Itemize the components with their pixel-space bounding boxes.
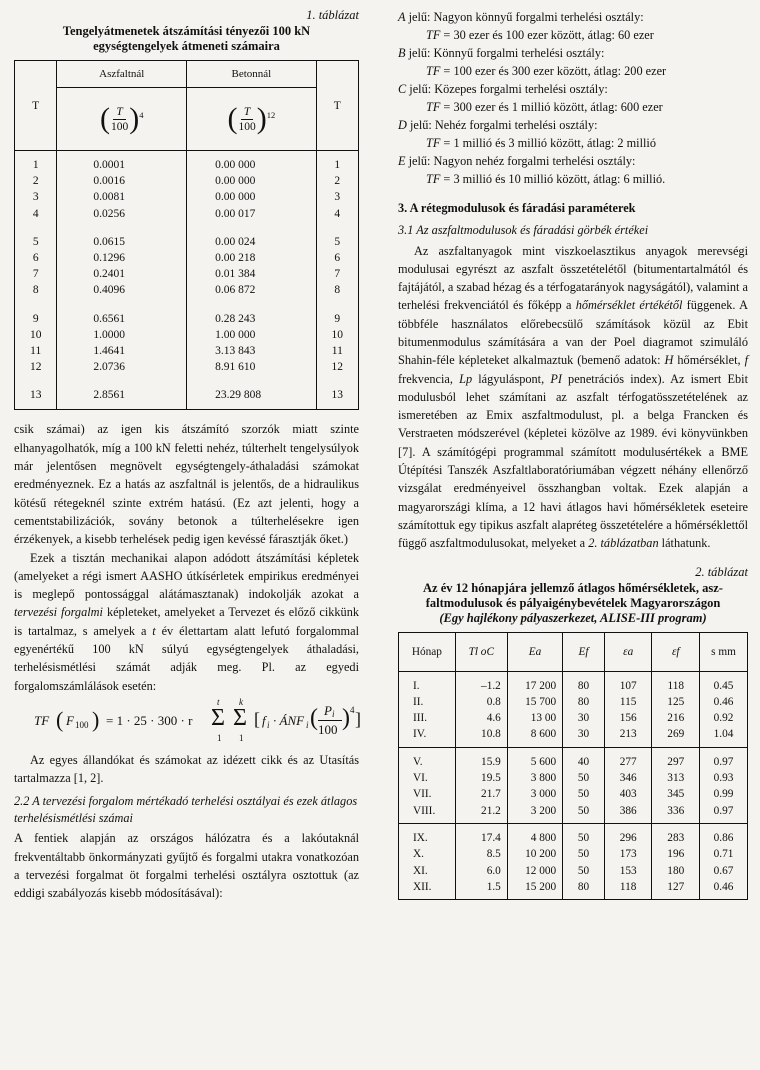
table2-cell: 0.46 [700, 694, 748, 710]
table2-cell: VIII. [399, 803, 456, 824]
table2-cell: XII. [399, 879, 456, 900]
section-3-heading: 3. A rétegmodulusok és fáradási paraméterek [398, 201, 636, 215]
table2-subtitle: (Egy hajlékony pályaszerkezet, ALISE-III program) [439, 610, 707, 625]
table1-cell: 3.13 843 [215, 344, 256, 357]
right-column [398, 8, 748, 900]
table1-cell: 0.00 000 [215, 159, 256, 171]
table2-cell: 50 [563, 803, 605, 824]
table1-cell: 12 [331, 361, 344, 374]
table2-cell: 30 [563, 710, 605, 726]
table2-cell: 13 00 [507, 710, 562, 726]
table1-header-T-left: T [15, 61, 57, 151]
traffic-class-range: TF = 1 millió és 3 millió között, átlag: 2 millió [426, 136, 656, 150]
table1-cell: 0.2401 [93, 268, 125, 281]
table1-title-line2: egységtengelyek átmeneti számaira [93, 39, 280, 53]
table2-cell: 283 [652, 823, 700, 846]
table2-cell: 1.5 [455, 879, 507, 900]
table2-cell: 15.9 [455, 747, 507, 770]
table2-title-line2: faltmodulusok és pályaigénybevételek Magyarországon [425, 595, 721, 610]
table1-number: 1. táblázat [306, 8, 359, 22]
table2-cell: 15 200 [507, 879, 562, 900]
paragraph-2: Ezek a tisztán mechanikai alapon adódott átszámítási képletek (amelyeket a régi ismert AASHO útkísérletek empirikus eredményei is meglepő pontossággal alátámasztanak) indokolják azokat a tervezési forgalmi képleteket, amelyeket a Tervezet és előző cikkünk is tartalmaz, s amelyek a t év élettartam alatt lefutó forgalommal egyenértékű 100 kN súlyú egységtengelyek áthaladási, terhelésismétlési számát adják meg. Pl. az egyedi forgalomszámlálások esetén: [14, 550, 359, 693]
table1-cell: 2 [32, 175, 39, 188]
table2-cell: 4 800 [507, 823, 562, 846]
paragraph-1: csik számai) az igen kis átszámító szorzók miatt szinte elhanyagolhatók, míg a 100 kN feletti nehéz, túlterhelt tengelysúlyok már jelentősen megnövelt egységtengely-áthaladási számokat eredményeznek. Ez a hatás az aszfaltnál is jelentős, de a hidraulikus kötésű rétegeknél szinte extrém hatású. (Ez azt jelenti, hogy a cementstabilizációk, sovány betonok a túlterhelésekre igen érzékenyek, a kisebb terhelések pedig igen kevéssé fárasztják őket.) [14, 422, 359, 547]
traffic-class-title: C jelű: Közepes forgalmi terhelési osztály: [398, 82, 608, 96]
table2-header: s mm [700, 632, 748, 671]
table1-cell: 0.28 243 [215, 312, 256, 325]
table1-cell: 0.00 000 [215, 191, 256, 204]
frac-denominator: 100 [110, 120, 129, 133]
table2-cell: 17 200 [507, 671, 562, 694]
table1 [14, 60, 359, 410]
table2-cell: 173 [604, 846, 652, 862]
table2-cell: 345 [652, 786, 700, 802]
table2-cell: III. [399, 710, 456, 726]
left-column [14, 8, 359, 903]
table1-cell: 3 [32, 191, 39, 204]
table1-cell: 2.8561 [93, 389, 125, 402]
table2-cell: 0.99 [700, 786, 748, 802]
table2-cell: 0.92 [700, 710, 748, 726]
table2-row [399, 786, 748, 802]
table1-cell: 10 [29, 328, 42, 341]
table1-cell: 1 [334, 159, 341, 171]
table2-cell: 297 [652, 747, 700, 770]
table2-cell: 40 [563, 747, 605, 770]
traffic-class-title: D jelű: Nehéz forgalmi terhelési osztály: [398, 118, 598, 132]
table2-row [399, 823, 748, 846]
table2-cell: IV. [399, 726, 456, 747]
table2-cell: 0.8 [455, 694, 507, 710]
table1-cell: 8 [334, 284, 341, 297]
table1-cell: 0.0016 [93, 175, 125, 188]
table2-cell: 296 [604, 823, 652, 846]
table2-cell: 6.0 [455, 863, 507, 879]
table2-cell: 386 [604, 803, 652, 824]
table2-cell: 107 [604, 671, 652, 694]
table2-cell: 80 [563, 694, 605, 710]
table2-cell: II. [399, 694, 456, 710]
traffic-class-title: E jelű: Nagyon nehéz forgalmi terhelési osztály: [398, 154, 636, 168]
table2-cell: XI. [399, 863, 456, 879]
table1-title [14, 24, 359, 54]
table2-cell: 118 [604, 879, 652, 900]
table1-cell: 3 [334, 191, 341, 204]
table2-cell: 277 [604, 747, 652, 770]
table2-header: Hónap [399, 632, 456, 671]
traffic-class-title: B jelű: Könnyű forgalmi terhelési osztály: [398, 46, 605, 60]
table2-cell: 50 [563, 823, 605, 846]
paragraph-3: Az egyes állandókat és számokat az idézett cikk és az Utasítás tartalmazza [1, 2]. [14, 752, 359, 786]
table2-cell: 115 [604, 694, 652, 710]
table2-cell: 0.97 [700, 747, 748, 770]
table1-cell: 0.6561 [93, 312, 125, 325]
table2-cell: 17.4 [455, 823, 507, 846]
table2-cell: 3 200 [507, 803, 562, 824]
frac-numerator: T [241, 105, 253, 120]
table1-cell: 12 [29, 361, 42, 374]
table1-cell: 9 [32, 312, 39, 325]
tf-formula: TF ( F 100 ) = 1 · 25 · 300 · r t Σ 1 k Σ 1 [ f i · ÁNF i ( P i 100 ) 4 ] [34, 696, 361, 743]
table2-cell: 10 200 [507, 846, 562, 862]
table1-cell: 0.0256 [93, 207, 125, 220]
table1-cell: 2 [334, 175, 341, 188]
table2-cell: 180 [652, 863, 700, 879]
table2-cell: 216 [652, 710, 700, 726]
table2-cell: VII. [399, 786, 456, 802]
table1-cell: 2.0736 [93, 361, 125, 374]
table2-cell: 127 [652, 879, 700, 900]
table1-cell: 8.91 610 [215, 361, 256, 374]
table2-cell: 50 [563, 863, 605, 879]
table1-cell: 7 [334, 268, 341, 281]
table2-cell: 21.7 [455, 786, 507, 802]
table2-cell: 0.45 [700, 671, 748, 694]
table1-col-T-left [15, 151, 57, 410]
table1-cell: 0.0001 [93, 159, 125, 171]
table1-cell: 6 [334, 251, 341, 264]
table1-cell: 1.00 000 [215, 328, 256, 341]
table2-cell: 196 [652, 846, 700, 862]
table1-cell: 0.06 872 [215, 284, 256, 297]
table1-col-concrete [187, 151, 316, 410]
table2-cell: 269 [652, 726, 700, 747]
table2-cell: 313 [652, 770, 700, 786]
table2-row [399, 803, 748, 824]
table2-cell: 0.67 [700, 863, 748, 879]
table2-cell: 336 [652, 803, 700, 824]
table1-cell: 0.00 024 [215, 235, 256, 248]
table2-cell: 50 [563, 786, 605, 802]
table2-title [398, 581, 748, 611]
table2-cell: 5 600 [507, 747, 562, 770]
table1-cell: 0.4096 [93, 284, 125, 297]
table2-cell: 15 700 [507, 694, 562, 710]
table2 [398, 632, 748, 901]
table2-cell: 21.2 [455, 803, 507, 824]
table2-cell: 80 [563, 671, 605, 694]
table2-cell: 3 800 [507, 770, 562, 786]
table2-cell: 153 [604, 863, 652, 879]
table2-header: Tl oC [455, 632, 507, 671]
table2-row [399, 770, 748, 786]
traffic-class-range: TF = 300 ezer és 1 millió között, átlag: 600 ezer [426, 100, 663, 114]
table2-cell: 213 [604, 726, 652, 747]
frac-numerator: T [113, 105, 125, 120]
table1-cell: 9 [334, 312, 341, 325]
table2-cell: 156 [604, 710, 652, 726]
table2-cell: 8.5 [455, 846, 507, 862]
table2-row [399, 710, 748, 726]
table1-cell: 10 [331, 328, 344, 341]
table1-cell: 0.0615 [93, 235, 125, 248]
table1-cell: 13 [331, 389, 344, 402]
table2-cell: 4.6 [455, 710, 507, 726]
table2-row [399, 726, 748, 747]
paragraph-4: A fentiek alapján az országos hálózatra és a lakóutaknál frekventáltabb önkormányzati gyűjtő és forgalmi utakra vonatkozóan a tervezési forgalmat öt forgalmi terhelési osztályra osztottuk (az eddigi szabályozás kisebb módosításával): [14, 831, 359, 901]
table2-header: Ef [563, 632, 605, 671]
table1-cell: 1.4641 [93, 344, 125, 357]
table2-row [399, 694, 748, 710]
table2-cell: 19.5 [455, 770, 507, 786]
table1-cell: 0.1296 [93, 251, 125, 264]
table2-cell: 0.46 [700, 879, 748, 900]
table1-cell: 11 [30, 344, 42, 357]
table2-row [399, 671, 748, 694]
table2-cell: 0.93 [700, 770, 748, 786]
table2-header: εf [652, 632, 700, 671]
table2-row [399, 747, 748, 770]
table2-row [399, 879, 748, 900]
table1-title-line1: Tengelyátmenetek átszámítási tényezői 100 kN [62, 24, 311, 38]
table1-cell: 5 [334, 235, 341, 248]
table2-cell: 50 [563, 846, 605, 862]
traffic-class-range: TF = 3 millió és 10 millió között, átlag: 6 millió. [426, 172, 666, 186]
table2-row [399, 863, 748, 879]
table1-col-asphalt [57, 151, 187, 410]
table2-cell: 10.8 [455, 726, 507, 747]
table2-cell: 0.97 [700, 803, 748, 824]
table2-cell: 12 000 [507, 863, 562, 879]
paragraph-5: Az aszfaltanyagok mint viszkoelasztikus anyagok merevségi modulusai egyrészt az aszfalt összetételétől (bitumentartalmától és fajtájától, a szabad hézag és a térfogatarányok nagyságától), valamint a terhelési frekvenciától és főképp a hőmérséklet értékétől függenek. A többféle használatos előrebecsülő számítások közül az Ebit bitumenmodulus számítására a van der Poel diagramot szimuláló Shahin-féle képleteket alkalmaztuk (bemenő adatok: H hőmérséklet, f frekvencia, Lp lágyuláspont, PI penetrációs index). Az ismert Ebit modulusból lehet számítani az aszfalt térfogatösszetételének az ismeretében az Emix aszfaltmodulust, pl. a belga Francken és Verstraeten módszerével (képletei közölve az 1989. évi könyvünkben [7]. A számítógépi programmal számított modulusértékek a BME Útépítési Tanszék Aszfaltlaboratóriumában végzett néhány ellenőrző vizsgálat eredményeivel összhangban voltak. Ezek alapján a magyarországi klíma, a 12 havi átlagos havi hőmérsékletek eseteire számítottuk egy tipikus aszfalt alapréteg összetételére a hőmérséklettől függő aszfaltmodulusokat, melyeket a 2. táblázatban láthatunk. [398, 243, 748, 551]
table2-cell: 0.71 [700, 846, 748, 862]
table1-formula-asphalt: ( $\frac{T}{100}$ ) 4 [57, 88, 187, 151]
table2-cell: 80 [563, 879, 605, 900]
table2-cell: 403 [604, 786, 652, 802]
table1-cell: 4 [32, 207, 39, 220]
table1-cell: 23.29 808 [215, 389, 262, 402]
table1-cell: 11 [331, 344, 343, 357]
table2-cell: 50 [563, 770, 605, 786]
table2-row [399, 846, 748, 862]
table2-cell: 125 [652, 694, 700, 710]
table1-cell: 1 [32, 159, 39, 171]
table2-cell: 118 [652, 671, 700, 694]
table2-cell: –1.2 [455, 671, 507, 694]
table1-cell: 7 [32, 268, 39, 281]
table1-cell: 0.01 384 [215, 268, 256, 281]
exponent: 4 [139, 110, 144, 120]
table2-header: εa [604, 632, 652, 671]
table1-cell: 0.00 000 [215, 175, 256, 188]
traffic-class-title: A jelű: Nagyon könnyű forgalmi terhelési osztály: [398, 10, 644, 24]
table2-title-line1: Az év 12 hónapjára jellemző átlagos hőmérsékletek, asz- [423, 580, 723, 595]
table1-header-concrete: Betonnál [187, 61, 316, 88]
table1-cell: 1.0000 [93, 328, 125, 341]
table1-col-T-right [316, 151, 358, 410]
traffic-class-range: TF = 100 ezer és 300 ezer között, átlag: 200 ezer [426, 64, 667, 78]
exponent: 12 [266, 110, 276, 120]
table2-cell: 3 000 [507, 786, 562, 802]
table2-cell: X. [399, 846, 456, 862]
table1-cell: 13 [29, 389, 42, 402]
traffic-classes [398, 8, 748, 188]
table2-header: Ea [507, 632, 562, 671]
table1-header-T-right: T [316, 61, 358, 151]
table1-cell: 0.00 017 [215, 207, 256, 220]
table1-header-asphalt: Aszfaltnál [57, 61, 187, 88]
table2-cell: I. [399, 671, 456, 694]
table2-cell: 30 [563, 726, 605, 747]
table1-cell: 4 [334, 207, 341, 220]
table2-cell: 0.86 [700, 823, 748, 846]
section-3-1-heading: 3.1 Az aszfaltmodulusok és fáradási görbék értékei [398, 223, 649, 237]
table1-formula-concrete: ( $\frac{T}{100}$ ) 12 [187, 88, 316, 151]
table1-cell: 8 [32, 284, 39, 297]
table1-cell: 5 [32, 235, 39, 248]
section-2-2-heading: 2.2 A tervezési forgalom mértékadó terhelési osztályai és ezek átlagos terhelésismétlési számai [14, 794, 358, 825]
table1-cell: 6 [32, 251, 39, 264]
table2-number: 2. táblázat [695, 564, 748, 579]
table2-cell: 8 600 [507, 726, 562, 747]
table1-cell: 0.0081 [93, 191, 125, 204]
frac-denominator: 100 [238, 120, 256, 133]
table2-cell: 1.04 [700, 726, 748, 747]
traffic-class-range: TF = 30 ezer és 100 ezer között, átlag: 60 ezer [426, 28, 654, 42]
table2-cell: IX. [399, 823, 456, 846]
table1-cell: 0.00 218 [215, 251, 256, 264]
table2-cell: V. [399, 747, 456, 770]
table2-cell: 346 [604, 770, 652, 786]
table2-cell: VI. [399, 770, 456, 786]
